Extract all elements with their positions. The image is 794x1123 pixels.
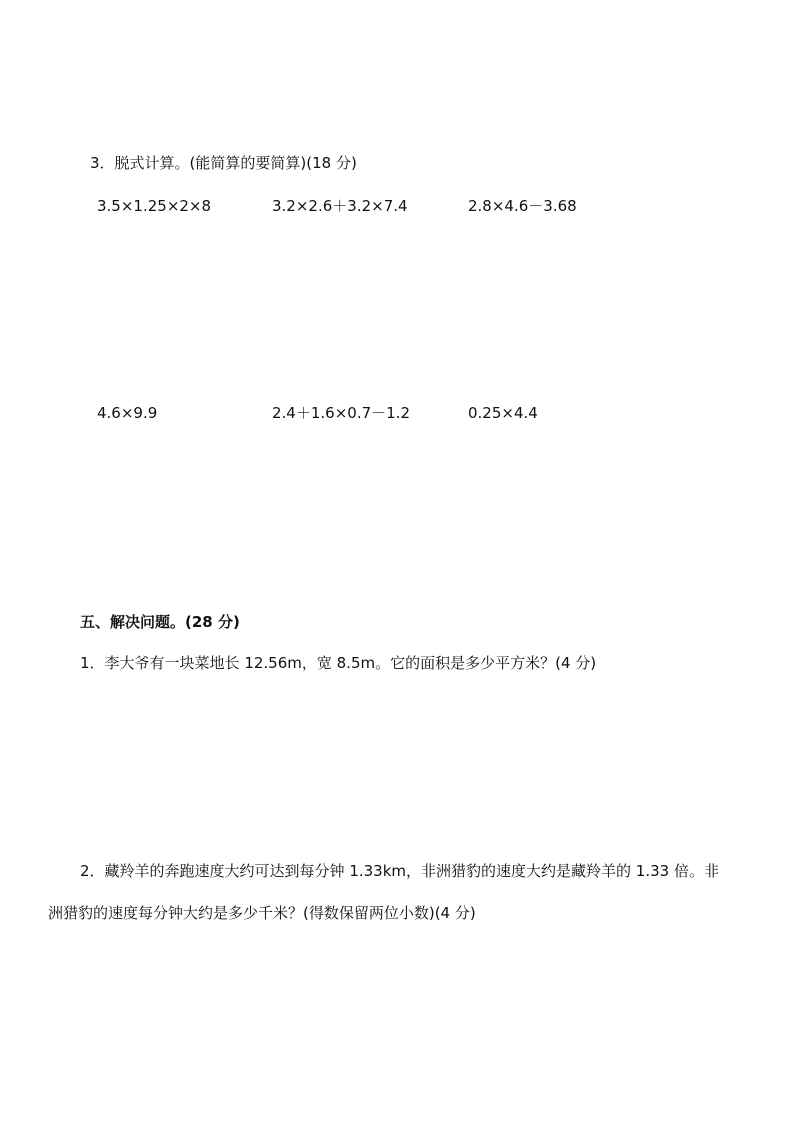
expression-2-2: 2.4＋1.6×0.7－1.2 [272,404,410,422]
expression-1-2: 3.2×2.6＋3.2×7.4 [272,197,408,215]
section-5-heading: 五、解决问题。(28 分) [80,613,240,631]
expression-1-1: 3.5×1.25×2×8 [97,197,212,215]
question-2-line-1: 2．藏羚羊的奔跑速度大约可达到每分钟 1.33km，非洲猎豹的速度大约是藏羚羊的 1.33 倍。非 [80,862,719,880]
question-2-line-2: 洲猎豹的速度每分钟大约是多少千米？(得数保留两位小数)(4 分) [48,904,476,922]
section-3-title: 3．脱式计算。(能简算的要简算)(18 分) [90,154,357,172]
question-1: 1．李大爷有一块菜地长 12.56m，宽 8.5m。它的面积是多少平方米？(4 分) [80,654,597,672]
expression-2-1: 4.6×9.9 [97,404,158,422]
expression-2-3: 0.25×4.4 [468,404,538,422]
expression-1-3: 2.8×4.6－3.68 [468,197,577,215]
